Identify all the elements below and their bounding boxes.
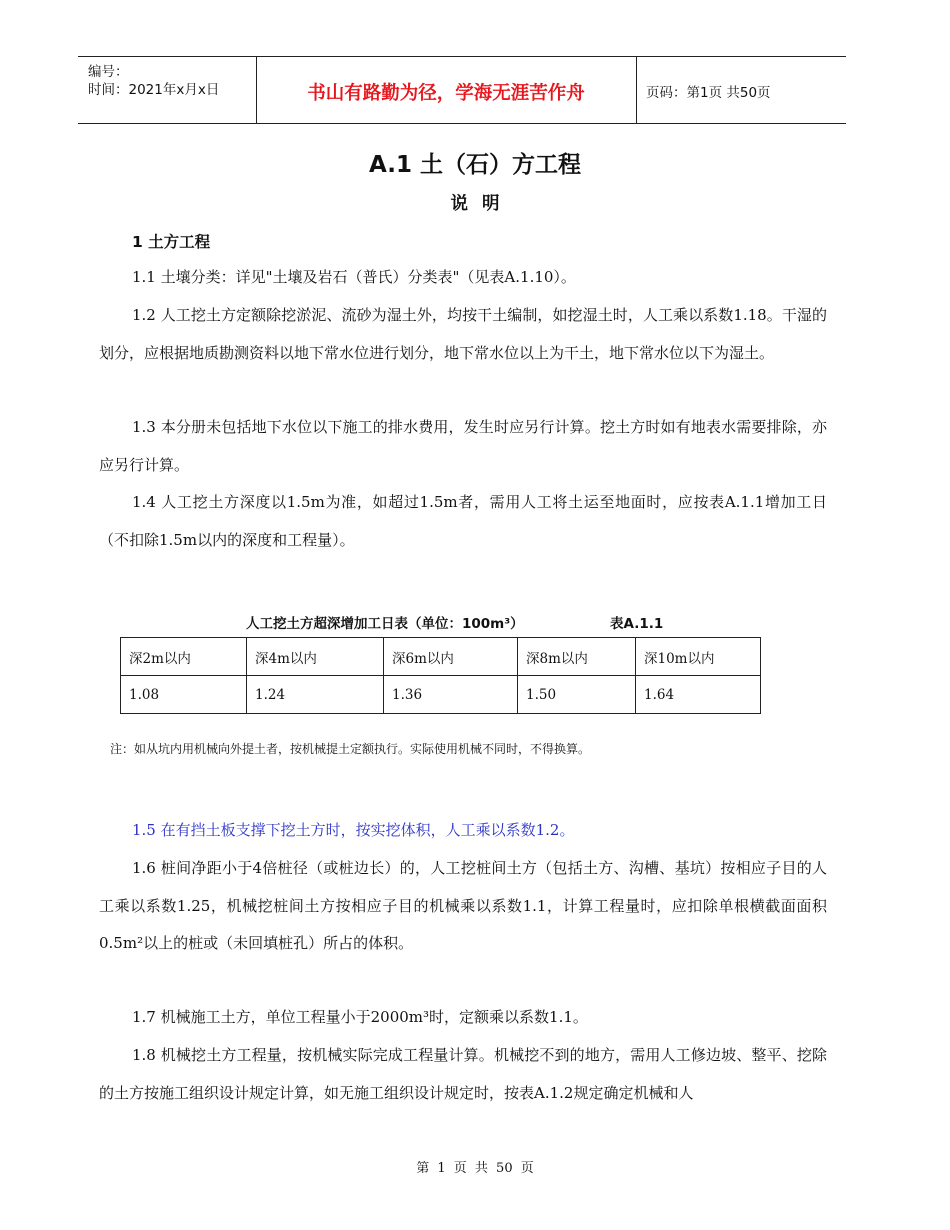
page-title: A.1 土（石）方工程 bbox=[369, 152, 581, 178]
header-meta-cell bbox=[78, 57, 257, 123]
paragraph-1-7: 1.7 机械施工土方，单位工程量小于2000m³时，定额乘以系数1.1。 bbox=[132, 1008, 588, 1026]
paragraph-1-8: 1.8 机械挖土方工程量，按机械实际完成工程量计算。机械挖不到的地方，需用人工修边坡、整平、挖除的土方按施工组织设计规定计算，如无施工组织设计规定时，按表A.1.2规定确定机械和人 bbox=[99, 1046, 827, 1102]
header-motto-cell bbox=[256, 57, 637, 123]
header-page-cell bbox=[636, 57, 846, 123]
table-header-cell: 深2m以内 bbox=[121, 638, 247, 676]
table-caption-number: 表A.1.1 bbox=[610, 616, 664, 632]
table-cell: 1.64 bbox=[636, 676, 761, 714]
table-header-row bbox=[121, 638, 761, 676]
paragraph-1-2: 1.2 人工挖土方定额除挖淤泥、流砂为湿土外，均按干土编制，如挖湿土时，人工乘以系数1.18。干湿的划分，应根据地质勘测资料以地下常水位进行划分，地下常水位以上为干土，地下常水位以下为湿土。 bbox=[99, 306, 827, 362]
paragraph-1-6: 1.6 桩间净距小于4倍桩径（或桩边长）的，人工挖桩间土方（包括土方、沟槽、基坑）按相应子目的人工乘以系数1.25，机械挖桩间土方按相应子目的机械乘以系数1.1，计算工程量时，应扣除单根横截面面积0.5m²以上的桩或（未回填桩孔）所占的体积。 bbox=[99, 859, 827, 952]
page-subtitle: 说明 bbox=[450, 194, 514, 214]
table-row bbox=[121, 676, 761, 714]
paragraph-1-3: 1.3 本分册未包括地下水位以下施工的排水费用，发生时应另行计算。挖土方时如有地表水需要排除，亦应另行计算。 bbox=[99, 418, 827, 474]
table-cell: 1.50 bbox=[518, 676, 636, 714]
number-label: 编号： bbox=[88, 64, 129, 80]
paragraph-1-5: 1.5 在有挡土板支撑下挖土方时，按实挖体积，人工乘以系数1.2。 bbox=[132, 821, 575, 839]
table-cell: 1.24 bbox=[247, 676, 384, 714]
table-cell: 1.36 bbox=[384, 676, 518, 714]
paragraph-1-4: 1.4 人工挖土方深度以1.5m为准，如超过1.5m者，需用人工将土运至地面时，应按表A.1.1增加工日（不扣除1.5m以内的深度和工程量）。 bbox=[99, 493, 827, 549]
section-heading: 1 土方工程 bbox=[132, 233, 211, 251]
table-header-cell: 深6m以内 bbox=[384, 638, 518, 676]
table-note: 注：如从坑内用机械向外提土者，按机械提土定额执行。实际使用机械不同时，不得换算。 bbox=[110, 742, 591, 756]
document-header bbox=[78, 56, 846, 124]
table-header-cell: 深8m以内 bbox=[518, 638, 636, 676]
motto-text: 书山有路勤为径，学海无涯苦作舟 bbox=[307, 83, 585, 104]
overdepth-table bbox=[120, 637, 761, 714]
table-header-cell: 深10m以内 bbox=[636, 638, 761, 676]
header-page-number: 页码：第1页 共50页 bbox=[646, 85, 771, 101]
page-footer: 第 1 页 共 50 页 bbox=[416, 1161, 534, 1176]
table-header-cell: 深4m以内 bbox=[247, 638, 384, 676]
date-label: 时间：2021年x月x日 bbox=[88, 82, 220, 98]
table-caption-title: 人工挖土方超深增加工日表（单位：100m³） bbox=[246, 616, 524, 632]
paragraph-1-1: 1.1 土壤分类：详见"土壤及岩石（普氏）分类表"（见表A.1.10）。 bbox=[132, 268, 576, 286]
table-cell: 1.08 bbox=[121, 676, 247, 714]
